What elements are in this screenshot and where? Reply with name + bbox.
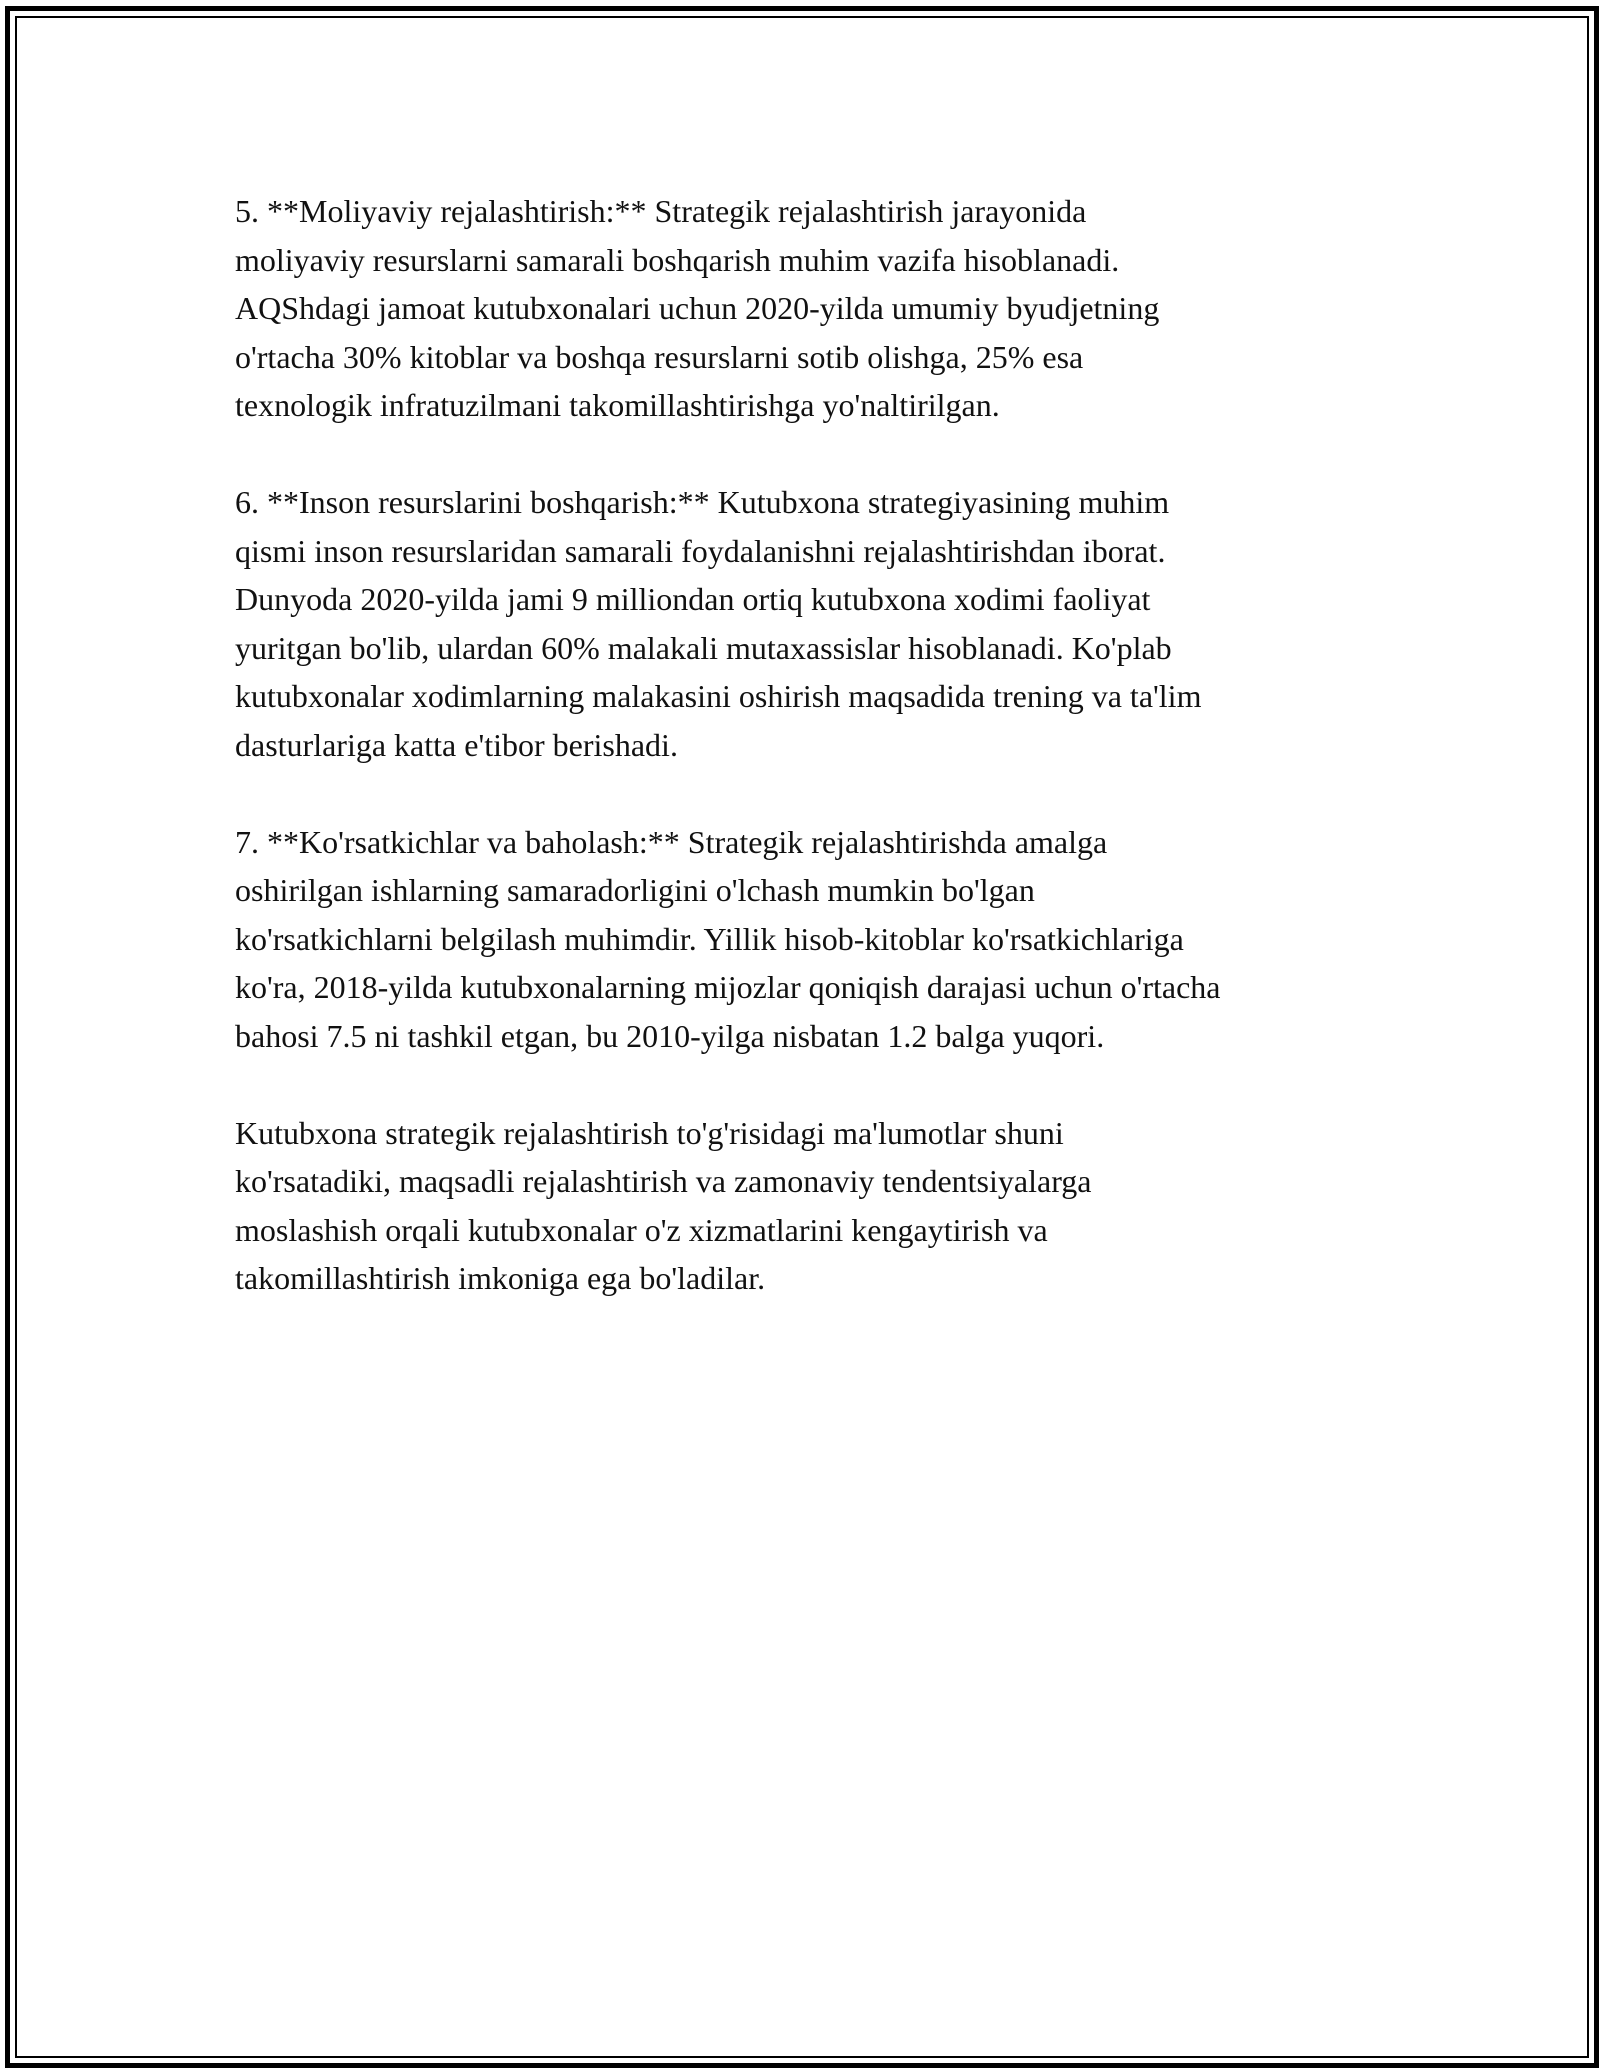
- text-line: ko'ra, 2018-yilda kutubxonalarning mijozlar qoniqish darajasi uchun o'rtacha: [235, 969, 1221, 1005]
- text-line: bahosi 7.5 ni tashkil etgan, bu 2010-yilga nisbatan 1.2 balga yuqori.: [235, 1017, 1105, 1054]
- text-line: o'rtacha 30% kitoblar va boshqa resurslarni sotib olishga, 25% esa: [235, 338, 1084, 375]
- paragraph-indicators-evaluation: [235, 818, 1375, 1061]
- paragraph-conclusion: [235, 1109, 1375, 1303]
- text-line: moliyaviy resurslarni samarali boshqarish muhim vazifa hisoblanadi.: [235, 241, 1120, 278]
- text-line: 6. **Inson resurslarini boshqarish:** Kutubxona strategiyasining muhim: [235, 484, 1170, 520]
- text-line: 5. **Moliyaviy rejalashtirish:** Strategik rejalashtirish jarayonida: [235, 193, 1087, 229]
- text-line: takomillashtirish imkoniga ega bo'ladilar.: [235, 1260, 766, 1296]
- text-line: ko'rsatkichlarni belgilash muhimdir. Yillik hisob-kitoblar ko'rsatkichlariga: [235, 920, 1184, 957]
- text-line: dasturlariga katta e'tibor berishadi.: [235, 726, 678, 763]
- text-line: qismi inson resurslaridan samarali foydalanishni rejalashtirishdan iborat.: [235, 532, 1166, 569]
- text-line: 7. **Ko'rsatkichlar va baholash:** Strategik rejalashtirishda amalga: [235, 823, 1108, 860]
- paragraph-financial-planning: [235, 187, 1375, 430]
- text-line: AQShdagi jamoat kutubxonalari uchun 2020-yilda umumiy byudjetning: [235, 290, 1160, 326]
- text-line: moslashish orqali kutubxonalar o'z xizmatlarini kengaytirish va: [235, 1211, 1048, 1248]
- text-line: oshirilgan ishlarning samaradorligini o'lchash mumkin bo'lgan: [235, 872, 1035, 908]
- paragraph-human-resources: [235, 478, 1375, 769]
- text-line: texnologik infratuzilmani takomillashtirishga yo'naltirilgan.: [235, 387, 1000, 423]
- text-line: Dunyoda 2020-yilda jami 9 milliondan ortiq kutubxona xodimi faoliyat: [235, 581, 1151, 617]
- text-line: Kutubxona strategik rejalashtirish to'g'risidagi ma'lumotlar shuni: [235, 1114, 1064, 1151]
- text-line: ko'rsatadiki, maqsadli rejalashtirish va zamonaviy tendentsiyalarga: [235, 1163, 1092, 1199]
- text-line: kutubxonalar xodimlarning malakasini oshirish maqsadida trening va ta'lim: [235, 678, 1202, 714]
- document-body: [235, 187, 1375, 1351]
- text-line: yuritgan bo'lib, ulardan 60% malakali mutaxassislar hisoblanadi. Ko'plab: [235, 629, 1172, 666]
